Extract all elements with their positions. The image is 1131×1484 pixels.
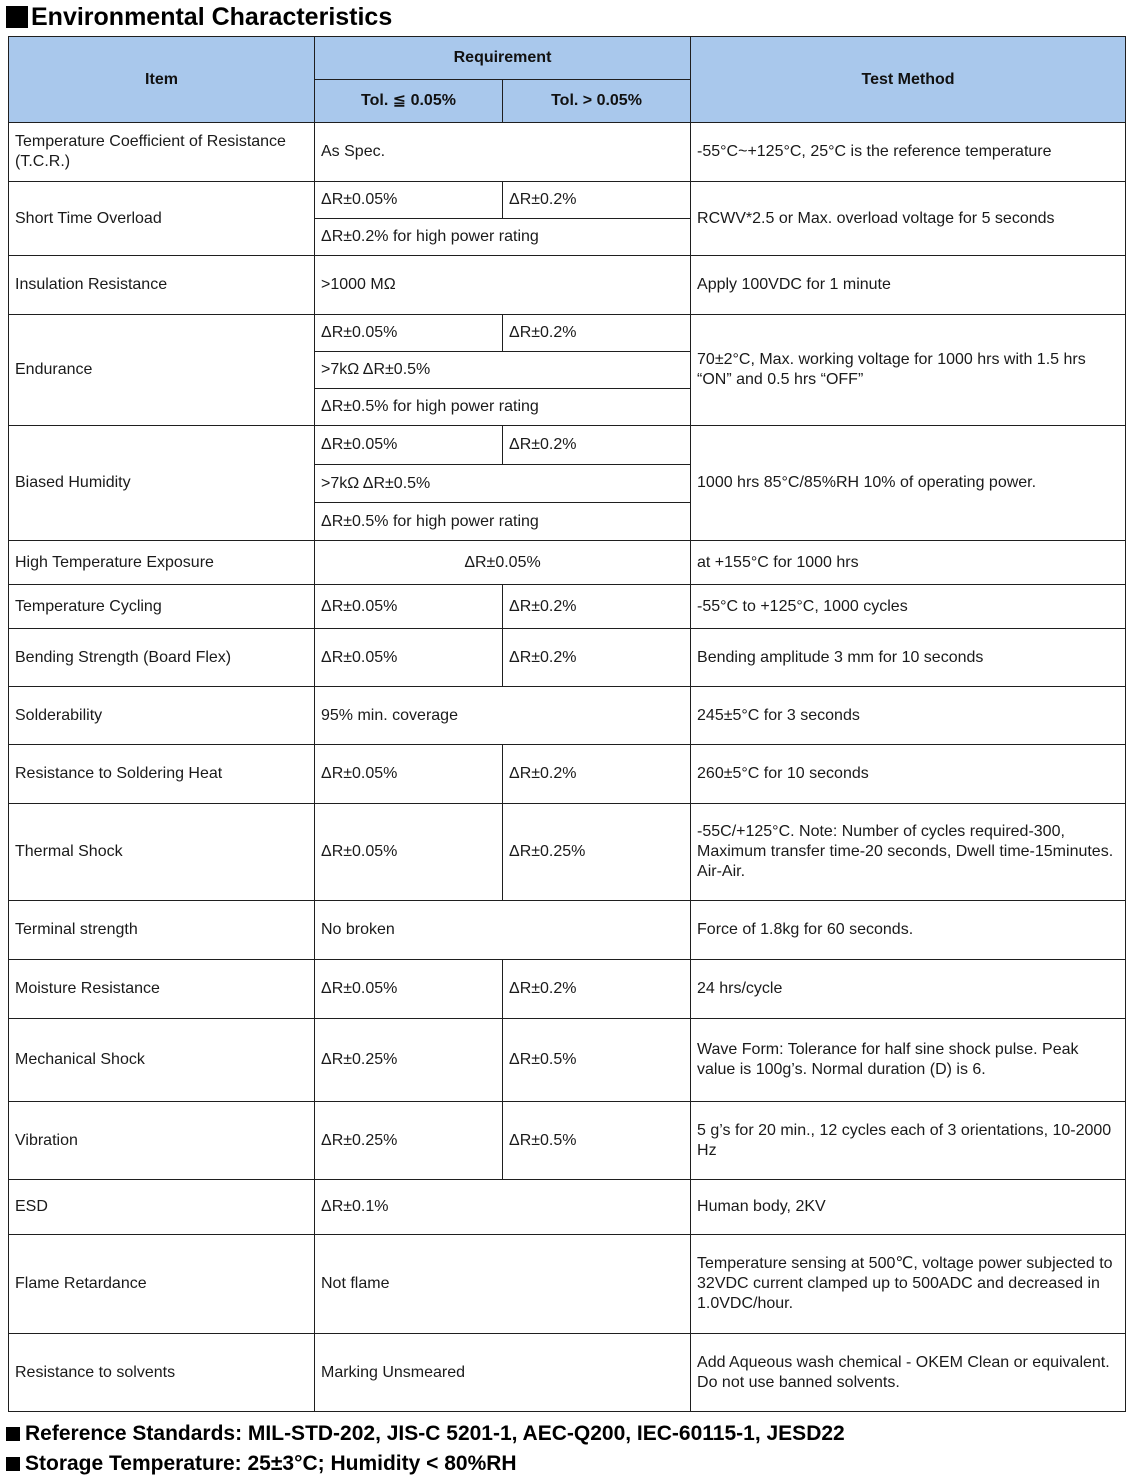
test-method-cell: 260±5°C for 10 seconds [691, 745, 1126, 804]
table-row [9, 629, 1126, 687]
item-cell: Biased Humidity [9, 426, 315, 541]
section-title-text: Environmental Characteristics [31, 2, 393, 31]
requirement-low-cell: ΔR±0.05% [315, 315, 503, 352]
requirement-cell: As Spec. [315, 123, 691, 182]
requirement-mid-cell: >7kΩ ΔR±0.5% [315, 465, 691, 503]
table-row [9, 182, 1126, 219]
test-method-cell: -55C/+125°C. Note: Number of cycles required-300, Maximum transfer time-20 seconds, Dwell time-15minutes. Air-Air. [691, 804, 1126, 901]
requirement-high-cell: ΔR±0.2% [503, 960, 691, 1019]
table-row [9, 1019, 1126, 1102]
table-row [9, 960, 1126, 1019]
requirement-low-cell: ΔR±0.25% [315, 1019, 503, 1102]
test-method-cell: RCWV*2.5 or Max. overload voltage for 5 seconds [691, 182, 1126, 256]
test-method-cell: Apply 100VDC for 1 minute [691, 256, 1126, 315]
test-method-cell: Wave Form: Tolerance for half sine shock pulse. Peak value is 100g’s. Normal duration (D) is 6. [691, 1019, 1126, 1102]
requirement-high-cell: ΔR±0.2% [503, 585, 691, 629]
item-cell: Flame Retardance [9, 1235, 315, 1334]
requirement-extra-cell: ΔR±0.5% for high power rating [315, 503, 691, 541]
environmental-characteristics-table [8, 36, 1126, 1412]
item-cell: Moisture Resistance [9, 960, 315, 1019]
test-method-cell: 245±5°C for 3 seconds [691, 687, 1126, 745]
table-row [9, 1235, 1126, 1334]
item-cell: Temperature Coefficient of Resistance (T.C.R.) [9, 123, 315, 182]
table-row [9, 901, 1126, 960]
requirement-high-cell: ΔR±0.2% [503, 426, 691, 465]
test-method-cell: -55°C to +125°C, 1000 cycles [691, 585, 1126, 629]
test-method-cell: 5 g’s for 20 min., 12 cycles each of 3 orientations, 10-2000 Hz [691, 1102, 1126, 1180]
requirement-low-cell: ΔR±0.05% [315, 960, 503, 1019]
storage-temperature [6, 1450, 517, 1478]
requirement-high-cell: ΔR±0.2% [503, 745, 691, 804]
test-method-cell: at +155°C for 1000 hrs [691, 541, 1126, 585]
requirement-extra-cell: ΔR±0.5% for high power rating [315, 389, 691, 426]
test-method-cell: Bending amplitude 3 mm for 10 seconds [691, 629, 1126, 687]
requirement-high-cell: ΔR±0.2% [503, 629, 691, 687]
requirement-high-cell: ΔR±0.25% [503, 804, 691, 901]
section-title [6, 2, 392, 32]
requirement-low-cell: ΔR±0.05% [315, 629, 503, 687]
test-method-cell: Temperature sensing at 500℃, voltage power subjected to 32VDC current clamped up to 500ADC and decreased in 1.0VDC/hour. [691, 1235, 1126, 1334]
item-cell: Thermal Shock [9, 804, 315, 901]
test-method-cell: Force of 1.8kg for 60 seconds. [691, 901, 1126, 960]
table-row [9, 804, 1126, 901]
requirement-low-cell: ΔR±0.05% [315, 426, 503, 465]
item-cell: Vibration [9, 1102, 315, 1180]
header-tol-low: Tol. ≦ 0.05% [315, 80, 503, 123]
test-method-cell: 24 hrs/cycle [691, 960, 1126, 1019]
item-cell: Resistance to Soldering Heat [9, 745, 315, 804]
storage-temperature-text: Storage Temperature: 25±3°C; Humidity < 80%RH [25, 1452, 517, 1475]
item-cell: Mechanical Shock [9, 1019, 315, 1102]
requirement-cell: >1000 MΩ [315, 256, 691, 315]
item-cell: Resistance to solvents [9, 1334, 315, 1412]
header-item: Item [9, 37, 315, 123]
table-row [9, 687, 1126, 745]
table-row [9, 585, 1126, 629]
square-bullet-icon [6, 6, 28, 28]
requirement-cell: ΔR±0.1% [315, 1180, 691, 1235]
requirement-extra-cell: ΔR±0.2% for high power rating [315, 219, 691, 256]
table-row [9, 541, 1126, 585]
square-bullet-icon [6, 1457, 20, 1471]
test-method-cell: 1000 hrs 85°C/85%RH 10% of operating power. [691, 426, 1126, 541]
requirement-low-cell: ΔR±0.05% [315, 804, 503, 901]
header-test-method: Test Method [691, 37, 1126, 123]
test-method-cell: 70±2°C, Max. working voltage for 1000 hrs with 1.5 hrs “ON” and 0.5 hrs “OFF” [691, 315, 1126, 426]
requirement-low-cell: ΔR±0.05% [315, 182, 503, 219]
reference-standards-text: Reference Standards: MIL-STD-202, JIS-C 5201-1, AEC-Q200, IEC-60115-1, JESD22 [25, 1422, 845, 1445]
table-row [9, 1334, 1126, 1412]
header-tol-high: Tol. > 0.05% [503, 80, 691, 123]
requirement-low-cell: ΔR±0.05% [315, 745, 503, 804]
item-cell: Temperature Cycling [9, 585, 315, 629]
requirement-cell: Not flame [315, 1235, 691, 1334]
requirement-cell: 95% min. coverage [315, 687, 691, 745]
test-method-cell: -55°C~+125°C, 25°C is the reference temperature [691, 123, 1126, 182]
requirement-high-cell: ΔR±0.5% [503, 1019, 691, 1102]
requirement-high-cell: ΔR±0.2% [503, 182, 691, 219]
item-cell: Solderability [9, 687, 315, 745]
table-row [9, 1102, 1126, 1180]
item-cell: High Temperature Exposure [9, 541, 315, 585]
requirement-high-cell: ΔR±0.2% [503, 315, 691, 352]
requirement-low-cell: ΔR±0.25% [315, 1102, 503, 1180]
requirement-mid-cell: >7kΩ ΔR±0.5% [315, 352, 691, 389]
header-requirement: Requirement [315, 37, 691, 80]
requirement-cell: ΔR±0.05% [315, 541, 691, 585]
square-bullet-icon [6, 1427, 20, 1441]
requirement-cell: Marking Unsmeared [315, 1334, 691, 1412]
item-cell: Endurance [9, 315, 315, 426]
item-cell: Short Time Overload [9, 182, 315, 256]
item-cell: Bending Strength (Board Flex) [9, 629, 315, 687]
test-method-cell: Add Aqueous wash chemical - OKEM Clean or equivalent. Do not use banned solvents. [691, 1334, 1126, 1412]
table-row [9, 256, 1126, 315]
table-row [9, 1180, 1126, 1235]
table-row [9, 315, 1126, 352]
table-row [9, 123, 1126, 182]
requirement-high-cell: ΔR±0.5% [503, 1102, 691, 1180]
item-cell: Terminal strength [9, 901, 315, 960]
item-cell: Insulation Resistance [9, 256, 315, 315]
test-method-cell: Human body, 2KV [691, 1180, 1126, 1235]
table-row [9, 426, 1126, 465]
requirement-low-cell: ΔR±0.05% [315, 585, 503, 629]
table-row [9, 745, 1126, 804]
item-cell: ESD [9, 1180, 315, 1235]
requirement-cell: No broken [315, 901, 691, 960]
reference-standards [6, 1420, 845, 1448]
